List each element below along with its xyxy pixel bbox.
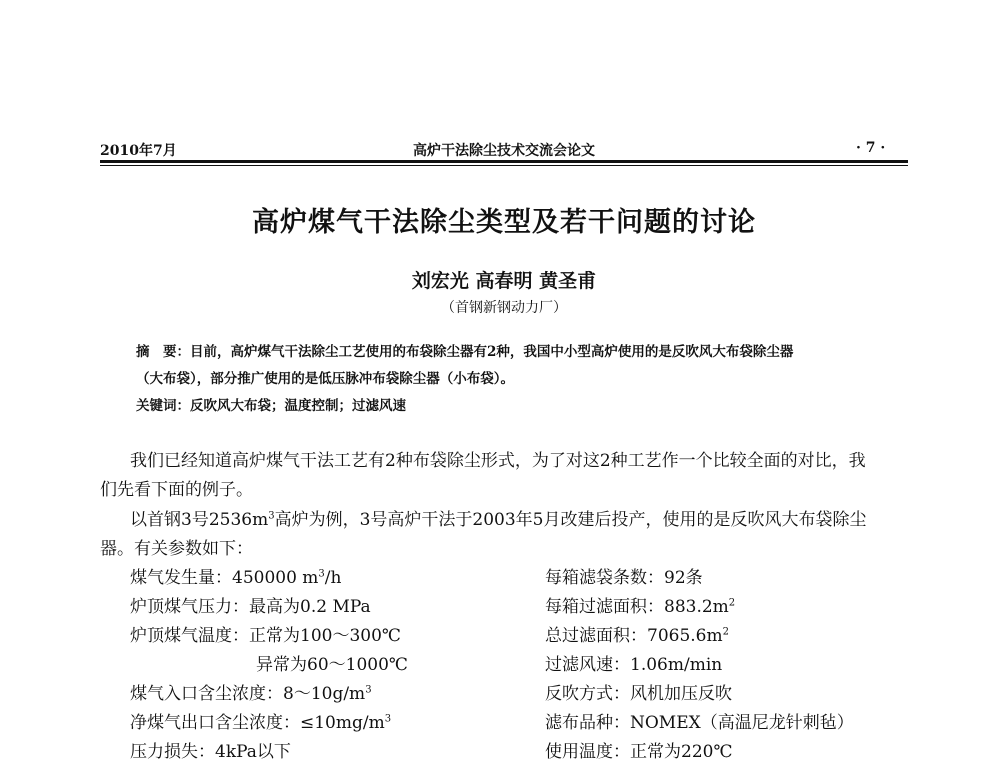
header-date: 2010年7月 [100,143,177,159]
param-left-row: 压力损失：4kPa以下 [130,742,291,762]
param-left-row: 煤气发生量：450000 $m^3/h$ [130,568,342,588]
paragraph-1-line-2: 们先看下面的例子。 [100,480,253,500]
param-right-row: 过滤风速：1.06m/min [545,655,723,675]
header-page-number: · 7 · [856,140,886,156]
param-right-row: 每箱滤袋条数：92条 [545,568,703,588]
article-affiliation: （首钢新钢动力厂） [441,300,567,316]
paragraph-2-line-2: 器。有关参数如下： [100,539,253,559]
abstract-line-2: （大布袋），部分推广使用的是低压脉冲布袋除尘器（小布袋）。 [136,371,514,387]
article-title: 高炉煤气干法除尘类型及若干问题的讨论 [252,207,756,238]
keywords-line [136,394,406,414]
abstract-text-1: 目前，高炉煤气干法除尘工艺使用的布袋除尘器有2种，我国中小型高炉使用的是反吹风大布袋除尘器 [190,344,794,360]
header-rule-thick [100,160,908,163]
param-right-row: 滤布品种：NOMEX（高温尼龙针刺毡） [545,713,854,733]
article-authors: 刘宏光 高春明 黄圣甫 [411,270,597,292]
abstract-line-1 [136,340,793,360]
param-left-row: 炉顶煤气压力：最高为0.2 MPa [130,597,371,617]
keywords-text: 反吹风大布袋；温度控制；过滤风速 [190,398,406,414]
header-journal: 高炉干法除尘技术交流会论文 [413,143,595,159]
paragraph-2-line-1: 以首钢3号$2536m^3$高炉为例，3号高炉干法于2003年5月改建后投产，使用的是反吹风大布袋除尘 [130,510,867,530]
paragraph-1-line-1: 我们已经知道高炉煤气干法工艺有2种布袋除尘形式，为了对这2种工艺作一个比较全面的对比，我 [130,451,866,471]
abstract-label: 摘 要： [136,344,190,360]
param-right-row: 总过滤面积：$7065.6m^2$ [545,626,729,646]
param-left-row: 异常为60～1000℃ [256,655,408,675]
param-left-row: 净煤气出口含尘浓度：$\le 10mg/m^3$ [130,713,392,733]
param-left-row: 煤气入口含尘浓度：$8\sim 10g/m^3$ [130,684,372,704]
keywords-label: 关键词： [136,398,190,414]
param-right-row: 每箱过滤面积：$883.2m^2$ [545,597,736,617]
param-left-row: 炉顶煤气温度：正常为100～300℃ [130,626,401,646]
param-right-row: 反吹方式：风机加压反吹 [545,684,732,704]
param-right-row: 使用温度：正常为220℃ [545,742,733,762]
header-rule-thin [100,165,908,166]
